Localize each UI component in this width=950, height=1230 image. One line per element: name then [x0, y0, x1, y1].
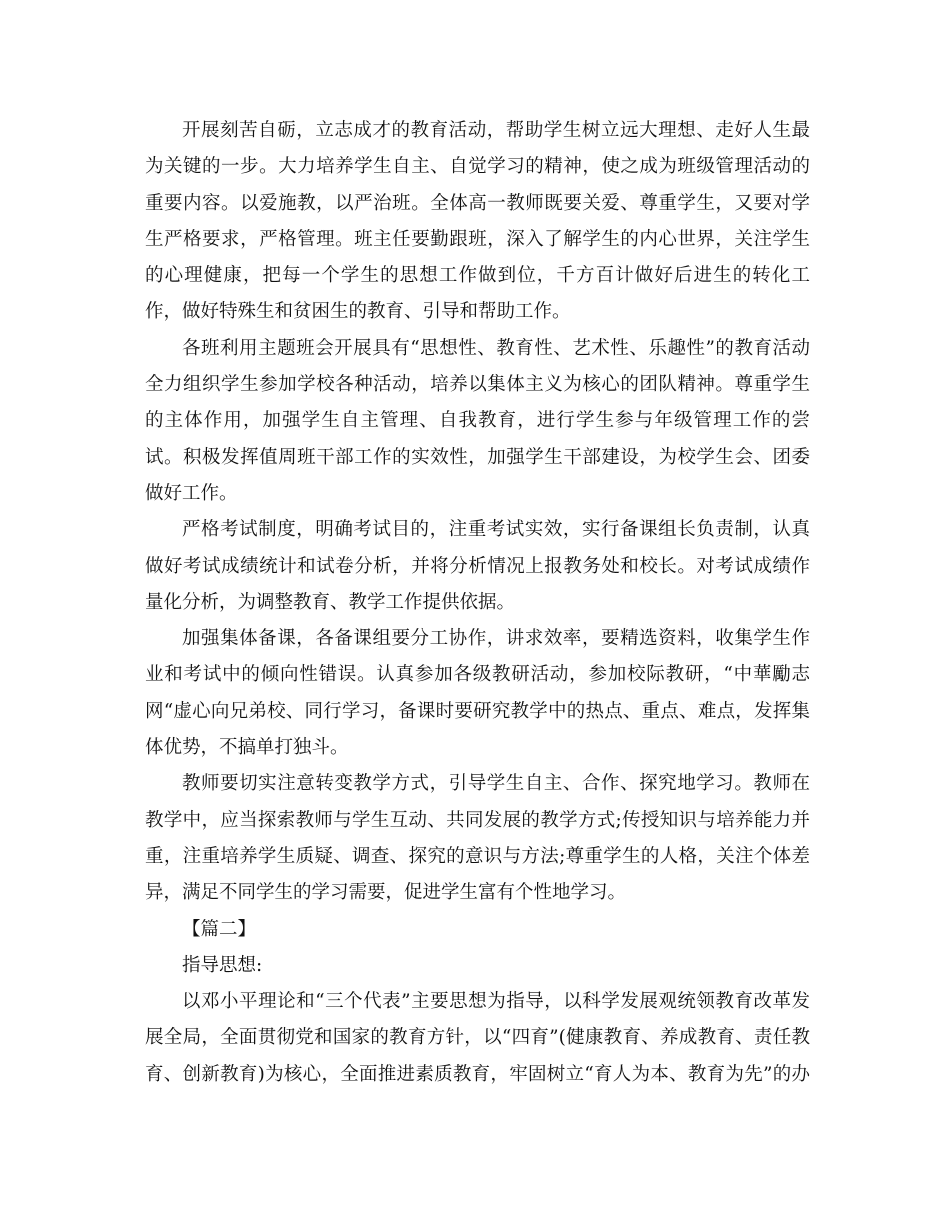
text-line: 全力组织学生参加学校各种活动，培养以集体主义为核心的团队精神。尊重学生: [145, 374, 810, 396]
text-line: 展全局，全面贯彻党和国家的教育方针，以“四育”(健康教育、养成教育、责任教: [145, 1027, 810, 1049]
text-line: 以邓小平理论和“三个代表”主要思想为指导，以科学发展观统领教育改革发: [182, 991, 810, 1013]
subheading: [145, 948, 810, 984]
paragraph-5: [145, 766, 810, 911]
text-line: 重，注重培养学生质疑、调查、探究的意识与方法;尊重学生的人格，关注个体差: [145, 845, 810, 867]
document-body: [145, 113, 810, 1093]
text-line: 生严格要求，严格管理。班主任要勤跟班，深入了解学生的内心世界，关注学生: [145, 228, 810, 250]
text-line: 开展刻苦自砺，立志成才的教育活动，帮助学生树立远大理想、走好人生最: [182, 120, 810, 141]
text-line: 异，满足不同学生的学习需要，促进学生富有个性地学习。: [145, 882, 627, 904]
text-line: 业和考试中的倾向性错误。认真参加各级教研活动，参加校际教研，“中華勵志: [145, 664, 810, 686]
text-line: 各班利用主题班会开展具有“思想性、教育性、艺术性、乐趣性”的教育活动: [182, 337, 810, 359]
text-line: 严格考试制度，明确考试目的，注重考试实效，实行备课组长负责制，认真: [182, 519, 810, 541]
paragraph-6: [145, 984, 810, 1093]
text-line: 的心理健康，把每一个学生的思想工作做到位，千方百计做好后进生的转化工: [145, 265, 810, 287]
paragraph-2: [145, 331, 810, 512]
paragraph-4: [145, 621, 810, 766]
paragraph-3: [145, 512, 810, 621]
text-line: 育、创新教育)为核心，全面推进素质教育，牢固树立“育人为本、教育为先”的办: [145, 1063, 810, 1085]
section-heading: [145, 912, 810, 948]
text-line: 体优势，不搞单打独斗。: [145, 737, 349, 759]
text-line: 教学中，应当探索教师与学生互动、共同发展的教学方式;传授知识与培养能力并: [145, 809, 810, 831]
text-line: 网“虚心向兄弟校、同行学习，备课时要研究教学中的热点、重点、难点，发挥集: [145, 700, 810, 722]
text-line: 做好工作。: [145, 482, 238, 504]
text-line: 作，做好特殊生和贫困生的教育、引导和帮助工作。: [145, 301, 571, 323]
text-line: 试。积极发挥值周班干部工作的实效性，加强学生干部建设，为校学生会、团委: [145, 446, 810, 468]
text-line: 量化分析，为调整教育、教学工作提供依据。: [145, 591, 516, 613]
text-line: 加强集体备课，各备课组要分工协作，讲求效率，要精选资料，收集学生作: [182, 628, 810, 650]
text-line: 的主体作用，加强学生自主管理、自我教育，进行学生参与年级管理工作的尝: [145, 410, 810, 432]
text-line: 重要内容。以爱施教，以严治班。全体高一教师既要关爱、尊重学生，又要对学: [145, 192, 810, 214]
text-line: 教师要切实注意转变教学方式，引导学生自主、合作、探究地学习。教师在: [182, 773, 810, 795]
text-line: 为关键的一步。大力培养学生自主、自觉学习的精神，使之成为班级管理活动的: [145, 156, 810, 178]
guiding-ideology-label: 指导思想:: [182, 954, 263, 976]
text-line: 做好考试成绩统计和试卷分析，并将分析情况上报教务处和校长。对考试成绩作: [145, 555, 810, 577]
paragraph-1: [145, 113, 810, 331]
section-title: 【篇二】: [182, 918, 257, 940]
